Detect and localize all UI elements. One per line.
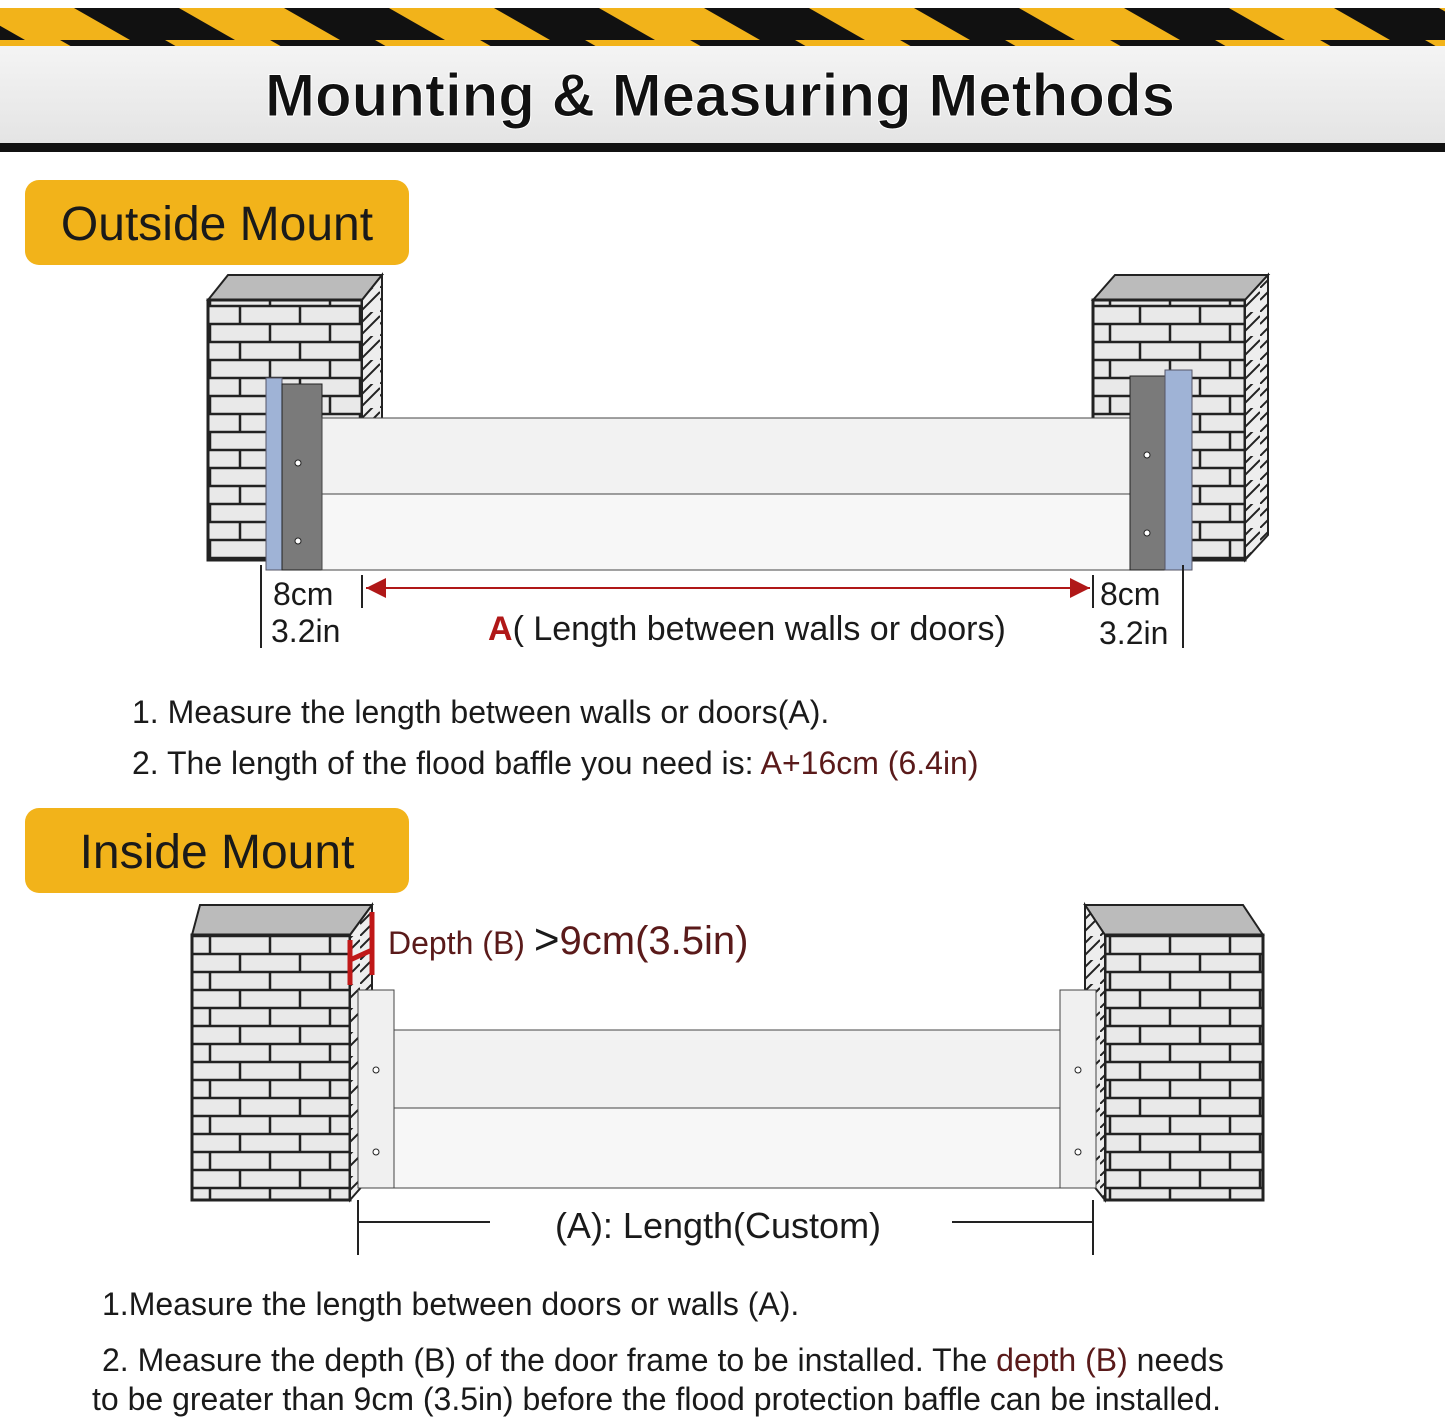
right-post — [1130, 376, 1165, 570]
baffle-panel-top — [394, 1030, 1060, 1108]
outside-step-2 — [132, 745, 979, 781]
greater-than-sign: > — [533, 915, 560, 964]
depth-value: 9cm(3.5in) — [559, 919, 749, 963]
left-cm-label: 8cm — [273, 576, 334, 612]
length-a-label — [488, 610, 1006, 648]
right-bracket — [1165, 370, 1192, 570]
right-post — [1060, 990, 1096, 1188]
right-cm-label: 8cm — [1100, 576, 1161, 612]
inside-step-1: 1.Measure the length between doors or walls (A). — [102, 1286, 800, 1322]
page-title: Mounting & Measuring Methods — [265, 62, 1175, 129]
inside-mount-section — [25, 808, 1263, 1417]
step-2-text-a: 2. Measure the depth (B) of the door frame to be installed. The — [102, 1342, 997, 1378]
left-wall — [192, 905, 372, 1200]
outside-mount-section — [25, 180, 1268, 781]
inside-step-2-line-2: to be greater than 9cm (3.5in) before the flood protection baffle can be installed. — [92, 1381, 1222, 1417]
length-custom-label: (A): Length(Custom) — [554, 1205, 882, 1246]
divider — [0, 143, 1445, 152]
a-label-text: ( Length between walls or doors) — [512, 610, 1006, 648]
hazard-stripe — [0, 8, 1445, 46]
left-bracket — [266, 378, 282, 570]
header-banner — [0, 8, 1445, 152]
step-2-value: A+16cm (6.4in) — [760, 745, 979, 781]
depth-label — [388, 915, 748, 964]
inside-step-2-line-1 — [102, 1342, 1224, 1378]
step-2-text-c: needs — [1127, 1342, 1224, 1378]
baffle-panel-bottom — [394, 1108, 1060, 1188]
baffle-panel-bottom — [322, 494, 1130, 570]
left-post — [358, 990, 394, 1188]
a-letter: A — [488, 610, 513, 648]
outside-mount-badge-label: Outside Mount — [60, 198, 374, 251]
right-wall — [1085, 905, 1263, 1200]
outside-step-1: 1. Measure the length between walls or doors(A). — [132, 694, 830, 730]
baffle-panel-top — [322, 418, 1130, 494]
depth-text: Depth (B) — [388, 925, 534, 961]
step-2-prefix: 2. The length of the flood baffle you need is: — [132, 745, 761, 781]
step-2-text-b: depth (B) — [996, 1342, 1128, 1378]
left-post — [282, 384, 322, 570]
left-in-label: 3.2in — [271, 613, 341, 649]
right-in-label: 3.2in — [1099, 615, 1169, 651]
inside-mount-badge-label: Inside Mount — [79, 826, 355, 879]
